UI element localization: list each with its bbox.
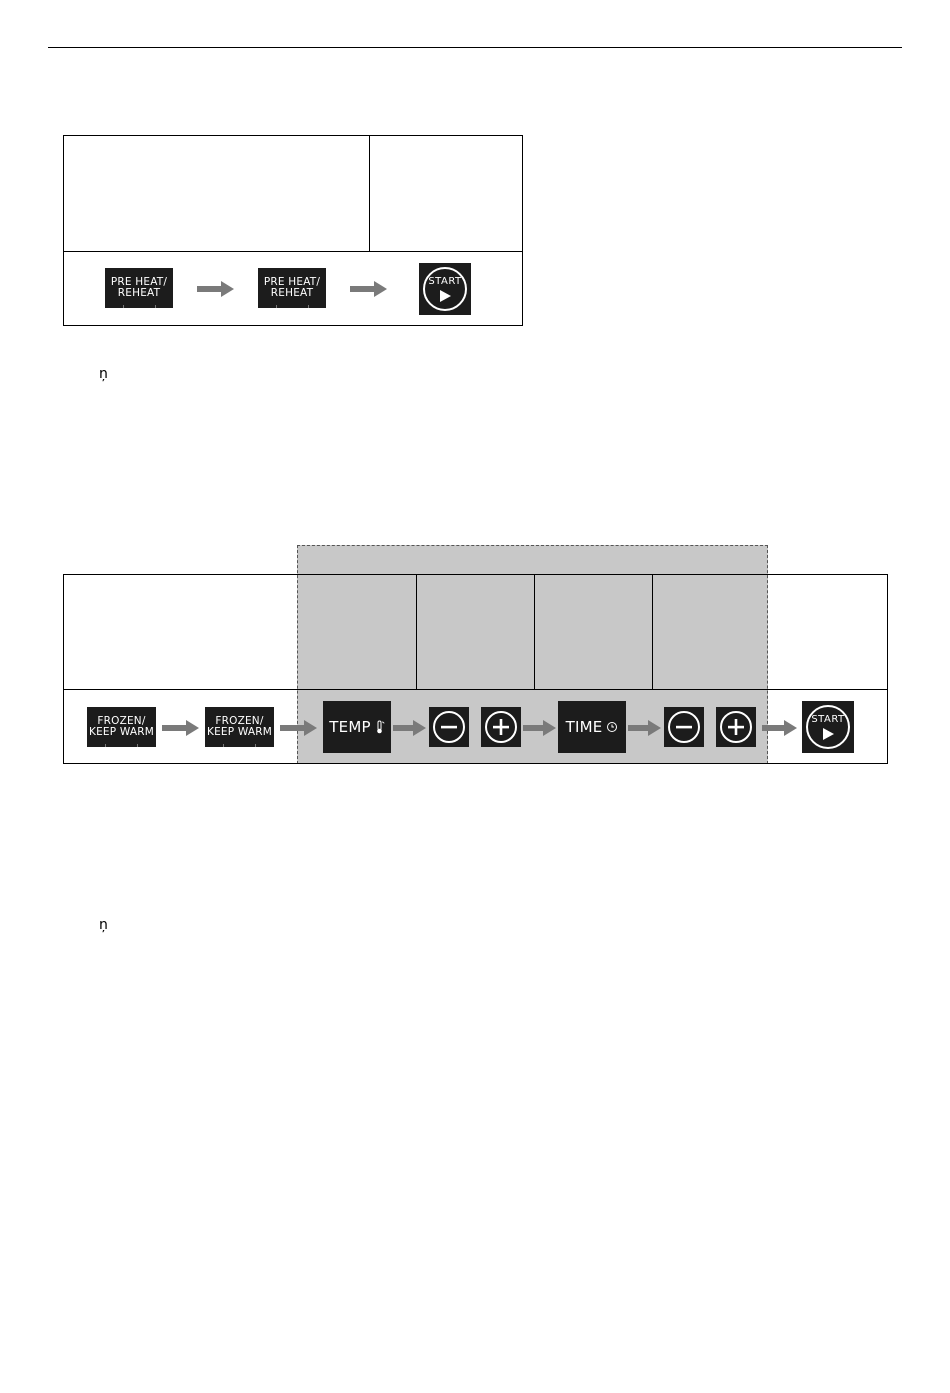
time-label: TIME	[565, 718, 603, 736]
arrow-icon	[197, 281, 235, 297]
temp-minus-key	[429, 707, 469, 747]
minus-icon	[664, 707, 704, 747]
play-icon	[440, 290, 451, 302]
frozen-keep-warm-key	[87, 707, 156, 747]
preheat-reheat-key	[258, 268, 326, 308]
preheat-reheat-key	[105, 268, 173, 308]
thermometer-icon	[375, 720, 385, 734]
minus-icon	[429, 707, 469, 747]
arrow-icon	[523, 720, 557, 736]
start-key	[419, 263, 471, 315]
arrow-icon	[162, 720, 200, 736]
frozen-keep-warm-label: FROZEN/ KEEP WARM	[89, 715, 154, 738]
plus-icon	[716, 707, 756, 747]
preheat-reheat-label: PRE HEAT/ REHEAT	[263, 276, 321, 299]
arrow-icon	[628, 720, 662, 736]
arrow-icon	[393, 720, 427, 736]
frozen-keep-warm-label: FROZEN/ KEEP WARM	[207, 715, 272, 738]
header-rule	[48, 47, 902, 48]
temp-label: TEMP	[329, 718, 371, 736]
arrow-icon	[762, 720, 798, 736]
preheat-reheat-label: PRE HEAT/ REHEAT	[110, 276, 168, 299]
arrow-icon	[280, 720, 318, 736]
time-minus-key	[664, 707, 704, 747]
start-label: START	[811, 714, 845, 725]
clock-icon	[606, 721, 618, 733]
bullet-marker: ņ	[99, 366, 108, 382]
plus-icon	[481, 707, 521, 747]
start-key	[802, 701, 854, 753]
time-key	[558, 701, 626, 753]
arrow-icon	[350, 281, 388, 297]
play-icon	[823, 728, 834, 740]
time-plus-key	[716, 707, 756, 747]
frozen-keep-warm-key	[205, 707, 274, 747]
start-label: START	[428, 276, 462, 287]
bullet-marker: ņ	[99, 917, 108, 933]
temp-key	[323, 701, 391, 753]
temp-plus-key	[481, 707, 521, 747]
